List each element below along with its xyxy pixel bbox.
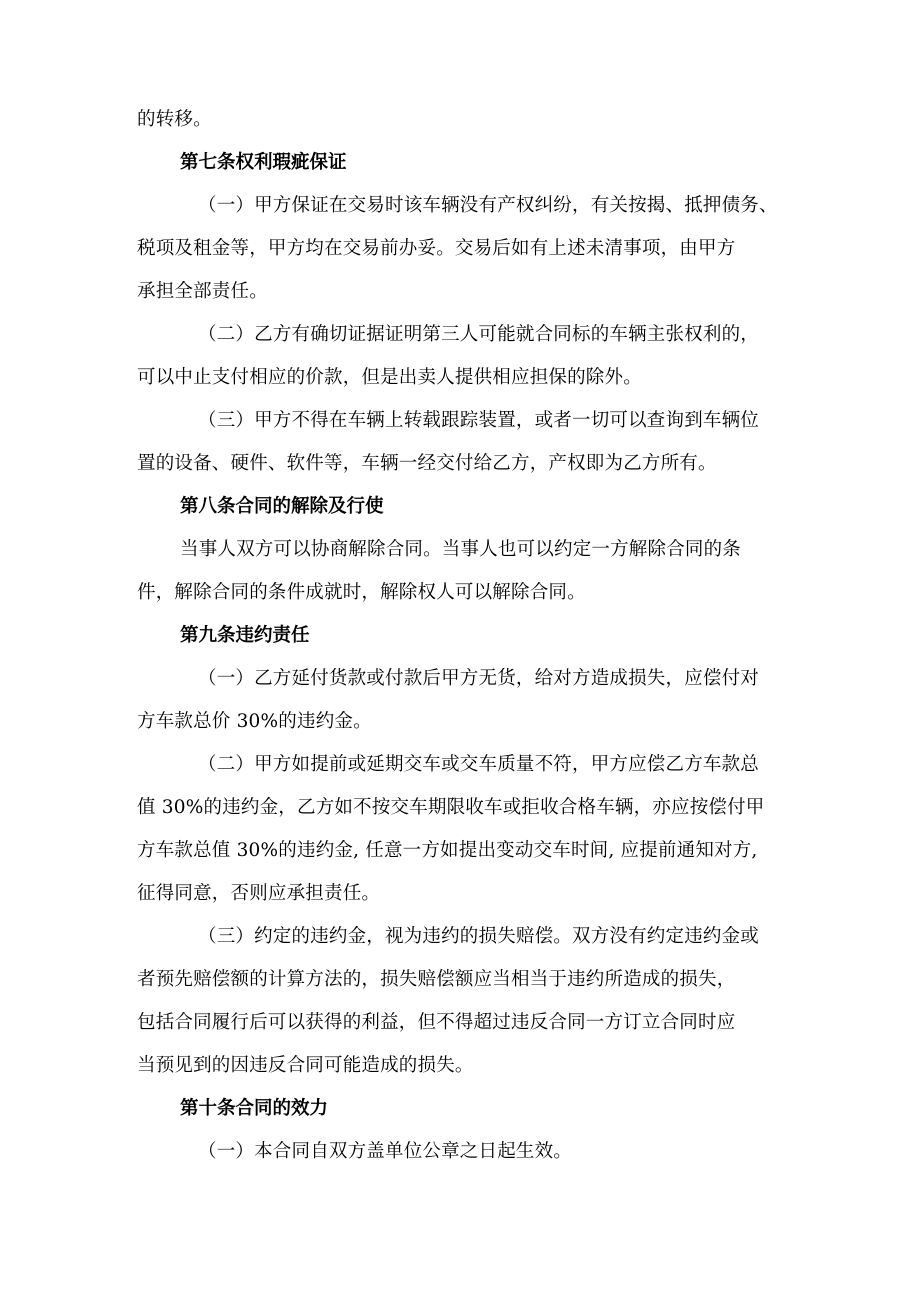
paragraph-line: 方车款总值 30%的违约金, 任意一方如提出变动交车时间, 应提前通知对方, bbox=[137, 840, 758, 861]
paragraph-line: 包括合同履行后可以获得的利益，但不得超过违反合同一方订立合同时应 bbox=[137, 1012, 736, 1033]
paragraph-line: 可以中止支付相应的价款，但是出卖人提供相应担保的除外。 bbox=[137, 367, 642, 388]
paragraph-line: 征得同意，否则应承担责任。 bbox=[137, 883, 381, 904]
paragraph-line: （一）本合同自双方盖单位公章之日起生效。 bbox=[198, 1141, 573, 1162]
paragraph-line: 置的设备、硬件、软件等，车辆一经交付给乙方，产权即为乙方所有。 bbox=[137, 453, 717, 474]
paragraph-line: （一）甲方保证在交易时该车辆没有产权纠纷，有关按揭、抵押债务、 bbox=[198, 195, 778, 216]
paragraph-line: 者预先赔偿额的计算方法的，损失赔偿额应当相当于违约所造成的损失， bbox=[137, 969, 736, 990]
paragraph-line: （一）乙方延付货款或付款后甲方无货，给对方造成损失，应偿付对 bbox=[198, 668, 760, 689]
paragraph-line: 当事人双方可以协商解除合同。当事人也可以约定一方解除合同的条 bbox=[180, 539, 742, 560]
paragraph-line: 的转移。 bbox=[137, 109, 212, 130]
section-heading-article-8: 第八条合同的解除及行使 bbox=[180, 496, 384, 517]
paragraph-line: （二）甲方如提前或延期交车或交车质量不符，甲方应偿乙方车款总 bbox=[198, 754, 760, 775]
section-heading-article-10: 第十条合同的效力 bbox=[180, 1098, 329, 1119]
paragraph-line: 值 30%的违约金，乙方如不按交车期限收车或拒收合格车辆，亦应按偿付甲 bbox=[137, 797, 765, 818]
paragraph-line: 税项及租金等，甲方均在交易前办妥。交易后如有上述未清事项，由甲方 bbox=[137, 238, 736, 259]
paragraph-line: （二）乙方有确切证据证明第三人可能就合同标的车辆主张权利的， bbox=[198, 324, 760, 345]
section-heading-article-9: 第九条违约责任 bbox=[180, 625, 310, 646]
paragraph-line: （三）甲方不得在车辆上转载跟踪装置，或者一切可以查询到车辆位 bbox=[198, 410, 760, 431]
paragraph-line: 承担全部责任。 bbox=[137, 281, 268, 302]
paragraph-line: 方车款总价 30%的违约金。 bbox=[137, 711, 372, 732]
paragraph-line: 当预见到的因违反合同可能造成的损失。 bbox=[137, 1055, 474, 1076]
paragraph-line: （三）约定的违约金，视为违约的损失赔偿。双方没有约定违约金或 bbox=[198, 926, 760, 947]
paragraph-line: 件，解除合同的条件成就时，解除权人可以解除合同。 bbox=[137, 582, 586, 603]
section-heading-article-7: 第七条权利瑕疵保证 bbox=[180, 152, 347, 173]
